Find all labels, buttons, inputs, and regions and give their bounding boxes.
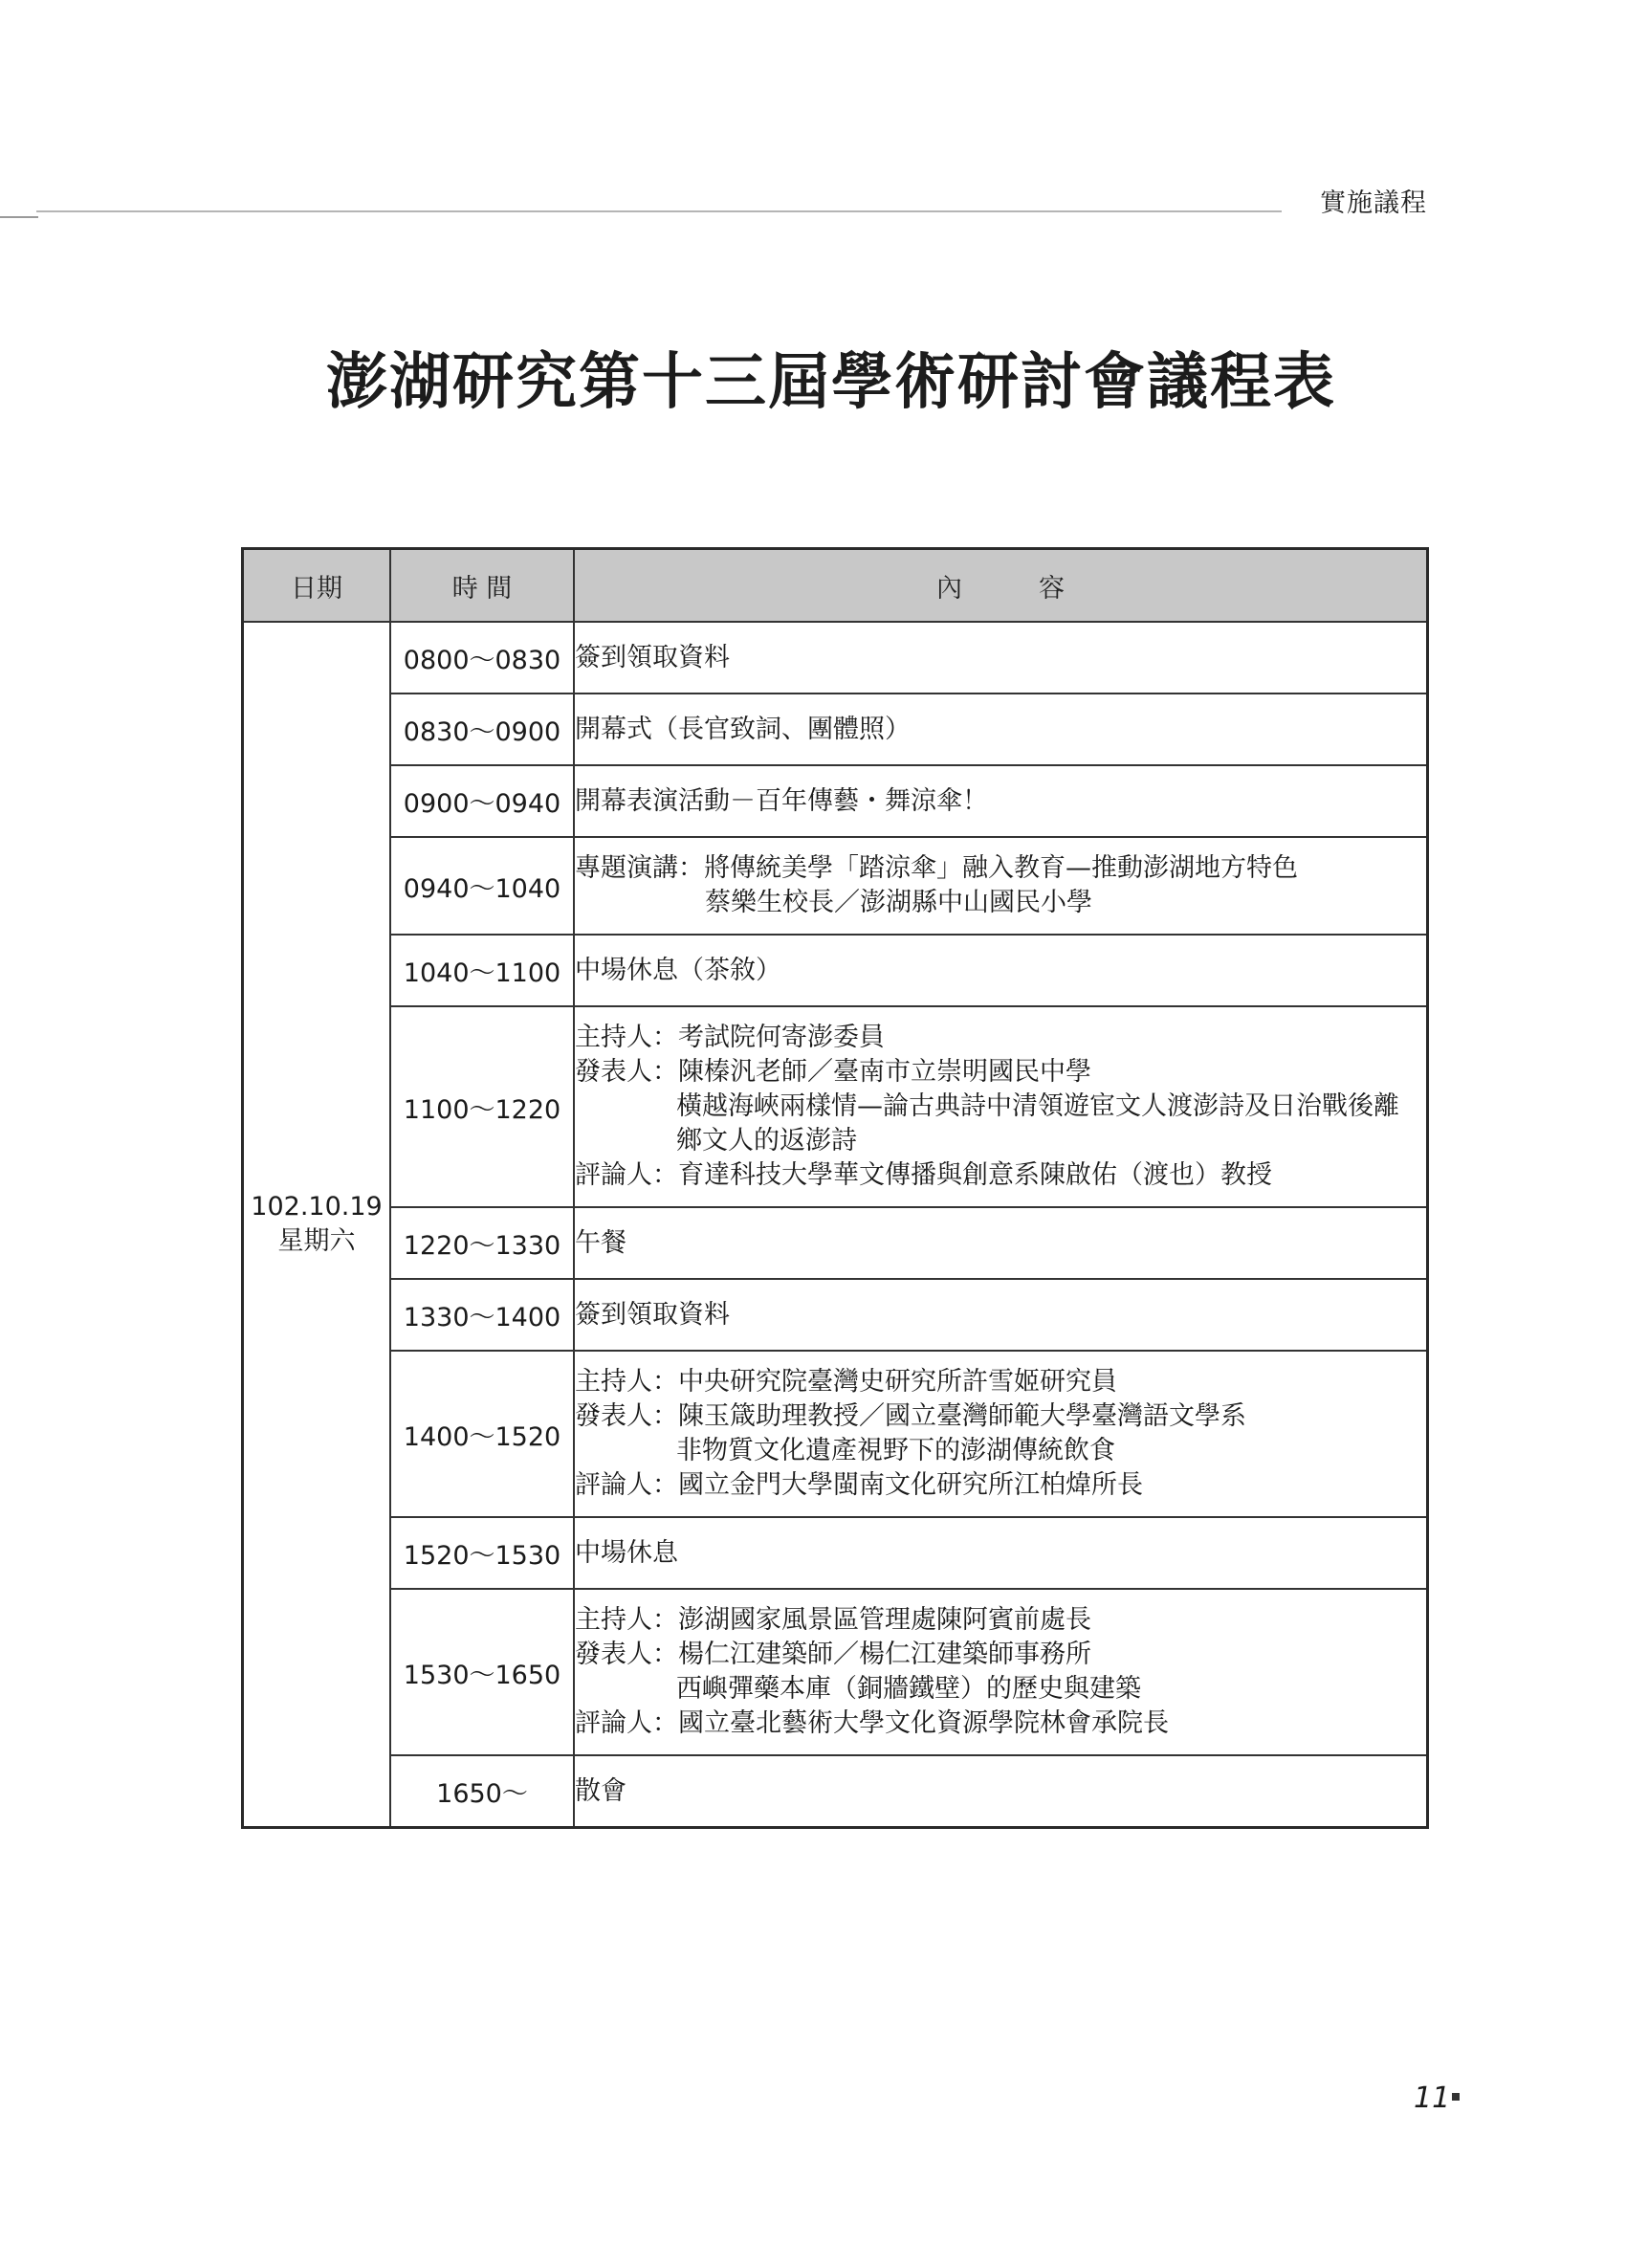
content-line: 簽到領取資料 xyxy=(575,642,730,672)
agenda-table xyxy=(241,547,1429,1829)
content-line: 開幕式（長官致詞、團體照） xyxy=(575,714,911,744)
time-cell: 0900～0940 xyxy=(390,765,574,837)
content-cell xyxy=(574,1279,1428,1351)
time-cell: 1330～1400 xyxy=(390,1279,574,1351)
time-cell: 1040～1100 xyxy=(390,935,574,1006)
content-line: 橫越海峽兩樣情—論古典詩中清領遊宦文人渡澎詩及日治戰後離 xyxy=(676,1091,1399,1121)
content-line: 中場休息（茶敘） xyxy=(575,955,781,985)
time-cell: 1100～1220 xyxy=(390,1006,574,1207)
header-rule xyxy=(36,210,1282,212)
content-line: 主持人：澎湖國家風景區管理處陳阿賓前處長 xyxy=(575,1605,1091,1635)
table-row xyxy=(243,1755,1428,1828)
section-label: 實施議程 xyxy=(1320,188,1427,218)
column-header-content-part-2: 容 xyxy=(1039,573,1065,604)
time-cell: 0830～0900 xyxy=(390,694,574,765)
content-line: 中場休息 xyxy=(575,1537,678,1568)
column-header-content-part-1: 內 xyxy=(936,573,962,604)
table-row xyxy=(243,694,1428,765)
content-cell xyxy=(574,765,1428,837)
content-cell xyxy=(574,622,1428,694)
content-line: 簽到領取資料 xyxy=(575,1299,730,1330)
content-cell xyxy=(574,1351,1428,1517)
content-cell xyxy=(574,1006,1428,1207)
content-line: 評論人：育達科技大學華文傳播與創意系陳啟佑（渡也）教授 xyxy=(575,1160,1272,1190)
content-line: 發表人：陳榛汎老師／臺南市立崇明國民中學 xyxy=(575,1057,1091,1087)
content-line: 非物質文化遺產視野下的澎湖傳統飲食 xyxy=(676,1436,1115,1465)
table-row xyxy=(243,837,1428,935)
content-line: 主持人：考試院何寄澎委員 xyxy=(575,1023,885,1052)
table-row xyxy=(243,1351,1428,1517)
content-line: 發表人：陳玉箴助理教授／國立臺灣師範大學臺灣語文學系 xyxy=(575,1401,1246,1431)
table-row xyxy=(243,1006,1428,1207)
content-line: 散會 xyxy=(575,1775,626,1806)
content-line: 午餐 xyxy=(575,1227,626,1258)
time-cell: 1650～ xyxy=(390,1755,574,1828)
page-number: 11 xyxy=(1414,2081,1451,2115)
content-line: 評論人：國立金門大學閩南文化研究所江柏煒所長 xyxy=(575,1470,1143,1500)
content-cell xyxy=(574,1589,1428,1755)
table-row xyxy=(243,1279,1428,1351)
weekday-value: 星期六 xyxy=(277,1226,356,1256)
content-line: 鄉文人的返澎詩 xyxy=(676,1126,857,1156)
content-line: 發表人：楊仁江建築師／楊仁江建築師事務所 xyxy=(575,1640,1091,1669)
content-cell xyxy=(574,1755,1428,1828)
content-line: 專題演講：將傳統美學「踏涼傘」融入教育—推動澎湖地方特色 xyxy=(575,853,1298,883)
content-cell xyxy=(574,1207,1428,1279)
time-cell: 1520～1530 xyxy=(390,1517,574,1589)
header-rule-left xyxy=(0,216,38,218)
table-header-row xyxy=(243,549,1428,623)
content-line: 評論人：國立臺北藝術大學文化資源學院林會承院長 xyxy=(575,1708,1169,1738)
time-cell: 0800～0830 xyxy=(390,622,574,694)
column-header-content xyxy=(574,549,1428,623)
table-row xyxy=(243,765,1428,837)
date-cell xyxy=(243,622,391,1828)
page-number-marker xyxy=(1452,2093,1460,2101)
content-cell xyxy=(574,694,1428,765)
content-line: 開幕表演活動－百年傳藝・舞涼傘！ xyxy=(575,785,988,816)
time-cell: 1530～1650 xyxy=(390,1589,574,1755)
page-title: 澎湖研究第十三屆學術研討會議程表 xyxy=(326,346,1336,418)
column-header-date: 日期 xyxy=(243,549,391,623)
date-value: 102.10.19 xyxy=(251,1192,383,1222)
time-cell: 1220～1330 xyxy=(390,1207,574,1279)
table-row xyxy=(243,935,1428,1006)
content-line: 西嶼彈藥本庫（銅牆鐵壁）的歷史與建築 xyxy=(676,1674,1141,1704)
table-row xyxy=(243,1589,1428,1755)
time-cell: 1400～1520 xyxy=(390,1351,574,1517)
content-cell xyxy=(574,935,1428,1006)
content-line: 蔡樂生校長／澎湖縣中山國民小學 xyxy=(705,888,1092,917)
table-row xyxy=(243,622,1428,694)
content-cell xyxy=(574,837,1428,935)
time-cell: 0940～1040 xyxy=(390,837,574,935)
table-row xyxy=(243,1517,1428,1589)
content-line: 主持人：中央研究院臺灣史研究所許雪姬研究員 xyxy=(575,1367,1117,1397)
column-header-time: 時 間 xyxy=(390,549,574,623)
table-row xyxy=(243,1207,1428,1279)
content-cell xyxy=(574,1517,1428,1589)
